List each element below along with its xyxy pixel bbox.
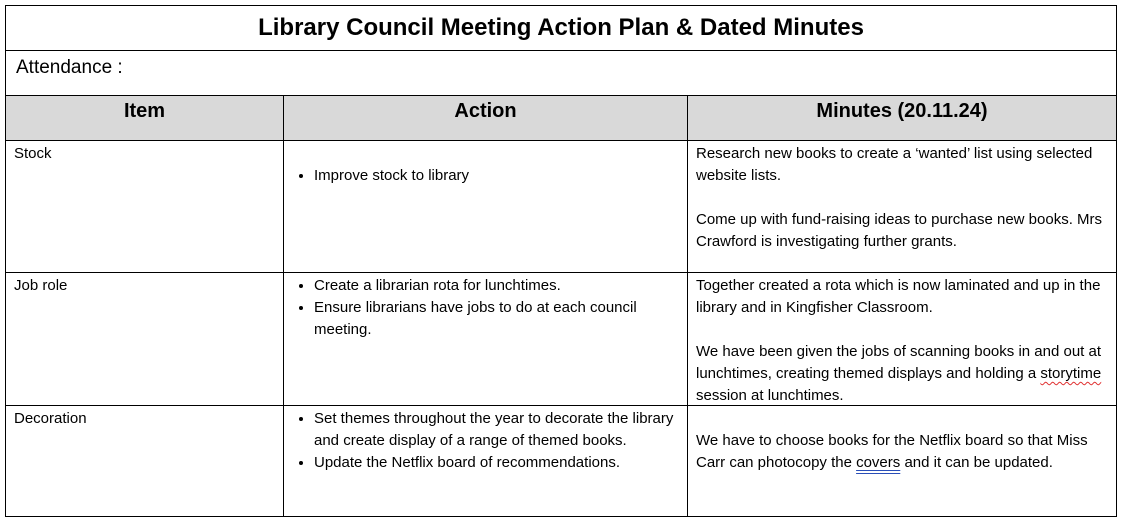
minutes-paragraph: We have to choose books for the Netflix board so that Miss Carr can photocopy the covers and it can be updated. (696, 432, 1088, 471)
row-action-stock (283, 140, 688, 273)
action-list (292, 165, 679, 187)
action-bullet: • Set themes throughout the year to decorate the library and create display of a range of themed books. (314, 408, 679, 452)
minutes-document (5, 5, 1117, 517)
action-bullet: • Improve stock to library (314, 165, 679, 187)
action-list (292, 275, 679, 341)
spellcheck-word: storytime (1040, 365, 1102, 382)
action-list (292, 408, 679, 474)
item-label: Job role (14, 277, 68, 294)
header-minutes: Minutes (20.11.24) (687, 95, 1117, 141)
action-bullet: • Ensure librarians have jobs to do at each council meeting. (314, 297, 679, 341)
grammar-flag-word: covers (856, 454, 901, 471)
row-item-stock (5, 140, 284, 273)
row-minutes-decoration (687, 405, 1117, 517)
row-item-job-role (5, 272, 284, 406)
document-title: Library Council Meeting Action Plan & Dated Minutes (5, 5, 1117, 51)
row-action-decoration (283, 405, 688, 517)
minutes-paragraph: We have been given the jobs of scanning books in and out at lunchtimes, creating themed displays and holding a storytime session at lunchtimes. (696, 343, 1102, 404)
item-label: Decoration (14, 410, 87, 427)
row-minutes-job-role (687, 272, 1117, 406)
header-action: Action (283, 95, 688, 141)
action-bullet: • Create a librarian rota for lunchtimes. (314, 275, 679, 297)
row-item-decoration (5, 405, 284, 517)
attendance-label: Attendance : (5, 50, 1117, 96)
item-label: Stock (14, 145, 52, 162)
row-action-job-role (283, 272, 688, 406)
minutes-paragraph: Come up with fund-raising ideas to purchase new books. Mrs Crawford is investigating further grants. (696, 211, 1103, 250)
header-item: Item (5, 95, 284, 141)
minutes-paragraph: Together created a rota which is now laminated and up in the library and in Kingfisher Classroom. (696, 277, 1101, 316)
row-minutes-stock (687, 140, 1117, 273)
minutes-paragraph: Research new books to create a ‘wanted’ list using selected website lists. (696, 145, 1093, 184)
action-bullet: • Update the Netflix board of recommendations. (314, 452, 679, 474)
